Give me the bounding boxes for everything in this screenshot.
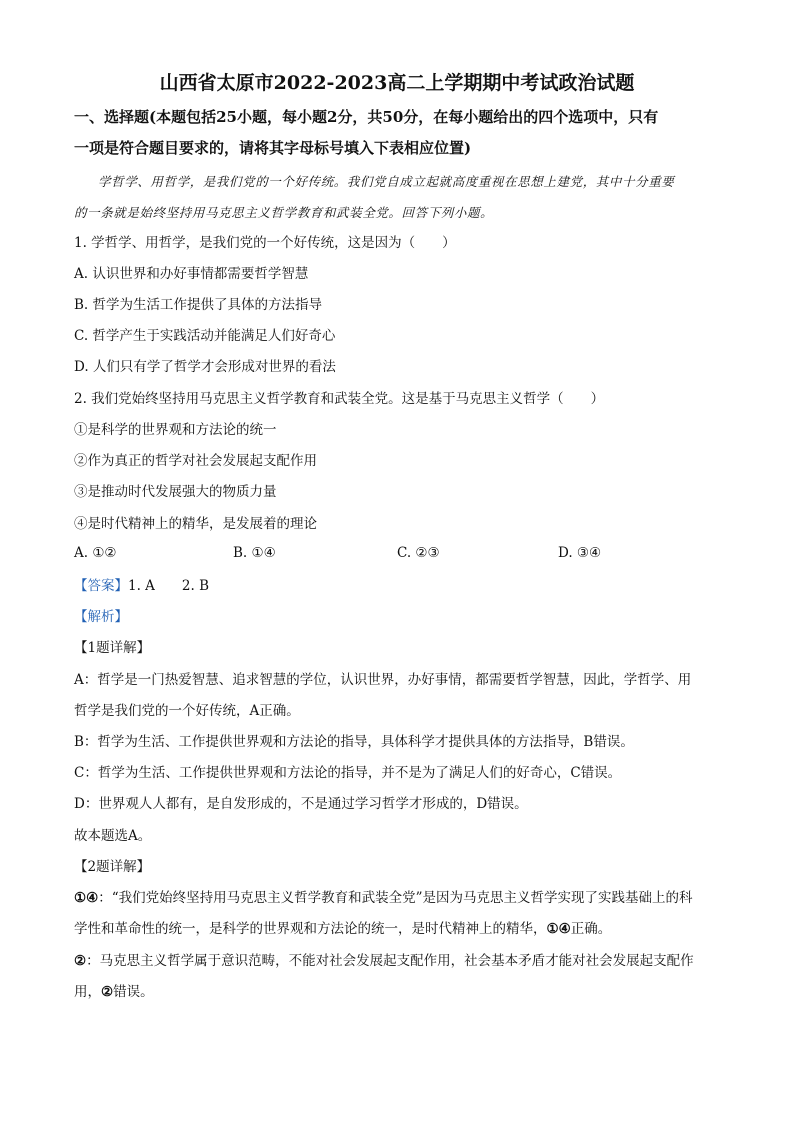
detail-2-para2-text-c: 错误。 [113,984,154,1000]
detail-2-label: 【2题详解】 [74,859,151,875]
detail-2-para1-line2 [74,919,724,939]
analysis-label: 【解析】 [74,609,128,625]
detail-2-para1-text-a: ：“我们党始终坚持用马克思主义哲学教育和武装全党”是因为马克思主义哲学实现了实践基础上的科 [98,890,693,906]
q1-stem: 1. 学哲学、用哲学，是我们党的一个好传统，这是因为（ ） [74,235,456,251]
q2-option-d: D. ③④ [558,545,602,561]
detail-1-option-d: D：世界观人人都有，是自发形成的，不是通过学习哲学才形成的，D错误。 [74,796,528,812]
detail-1-option-a-line2: 哲学是我们党的一个好传统，A正确。 [74,703,300,719]
q2-option-a: A. ①② [74,545,117,561]
detail-2-marker-14-inline: ①④ [546,921,571,937]
detail-2-para2-line2 [74,982,724,1002]
detail-2-para1-text-b: 学性和革命性的统一，是科学的世界观和方法论的统一，是时代精神上的精华， [74,921,547,937]
answer-line [74,576,724,596]
answer-label: 【答案】 [74,578,128,594]
answer-text: 1. A 2. B [128,578,210,594]
page-title: 山西省太原市2022-2023高二上学期期中考试政治试题 [159,72,635,94]
q1-option-c: C. 哲学产生于实践活动并能满足人们好奇心 [74,328,336,344]
section-heading-line1: 一、选择题(本题包括25小题，每小题2分，共50分，在每小题给出的四个选项中，只有 [74,108,659,126]
q2-statement-4: ④是时代精神上的精华，是发展着的理论 [74,516,317,532]
q2-option-c: C. ②③ [397,545,440,561]
q2-statement-3: ③是推动时代发展强大的物质力量 [74,484,277,500]
q1-option-b: B. 哲学为生活工作提供了具体的方法指导 [74,297,323,313]
detail-2-para1-line1 [74,888,724,908]
detail-2-marker-2: ② [74,953,87,969]
detail-2-marker-14: ①④ [74,890,99,906]
passage-line1: 学哲学、用哲学，是我们党的一个好传统。我们党自成立起就高度重视在思想上建党，其中十分重要 [98,174,675,189]
detail-2-para2-text-b: 用， [74,984,101,1000]
detail-1-option-b: B：哲学为生活、工作提供世界观和方法论的指导，具体科学才提供具体的方法指导，B错误。 [74,734,634,750]
detail-1-label: 【1题详解】 [74,640,151,656]
detail-1-conclusion: 故本题选A。 [74,828,152,844]
q2-statement-1: ①是科学的世界观和方法论的统一 [74,422,277,438]
detail-2-para2-line1 [74,951,724,971]
passage-line2: 的一条就是始终坚持用马克思主义哲学教育和武装全党。回答下列小题。 [74,205,494,220]
detail-2-para1-text-c: 正确。 [570,921,612,937]
detail-1-option-c: C：哲学为生活、工作提供世界观和方法论的指导，并不是为了满足人们的好奇心，C错误。 [74,765,622,781]
detail-2-para2-text-a: ：马克思主义哲学属于意识范畴，不能对社会发展起支配作用，社会基本矛盾才能对社会发展起支配作 [86,953,694,969]
q1-option-d: D. 人们只有学了哲学才会形成对世界的看法 [74,359,336,375]
q2-stem: 2. 我们党始终坚持用马克思主义哲学教育和武装全党。这是基于马克思主义哲学（ ） [74,391,605,407]
detail-2-marker-2-inline: ② [101,984,114,1000]
q2-statement-2: ②作为真正的哲学对社会发展起支配作用 [74,453,317,469]
q1-option-a: A. 认识世界和办好事情都需要哲学智慧 [74,266,309,282]
q2-option-b: B. ①④ [233,545,276,561]
q2-options [74,545,724,565]
detail-1-option-a-line1: A：哲学是一门热爱智慧、追求智慧的学位，认识世界，办好事情，都需要哲学智慧，因此，学哲学、用 [74,672,692,688]
section-heading-line2: 一项是符合题目要求的，请将其字母标号填入下表相应位置) [74,139,472,157]
